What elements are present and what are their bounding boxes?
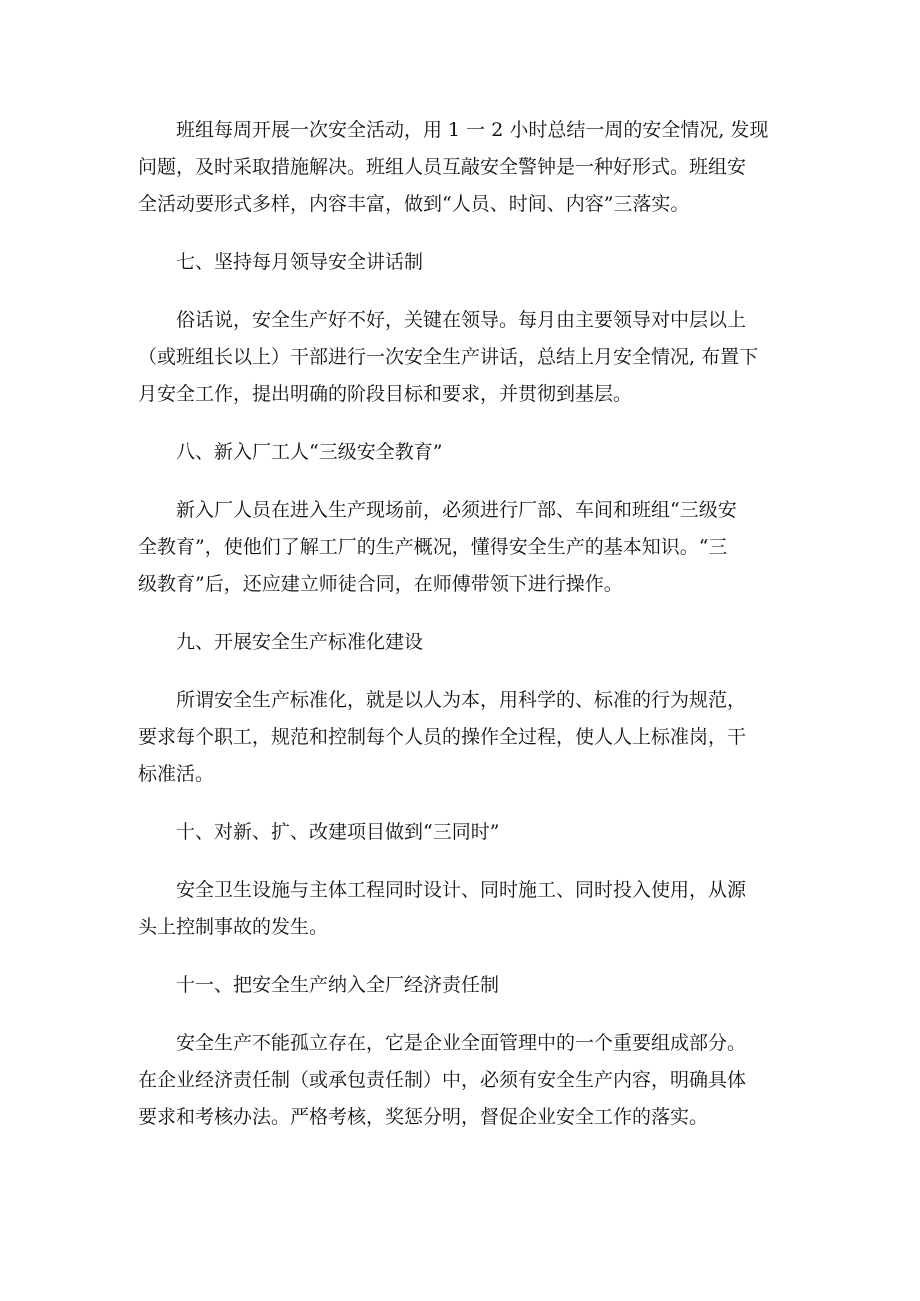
heading-section-11: 十一、把安全生产纳入全厂经济责任制 [176, 974, 500, 996]
paragraph-economic-responsibility: 安全生产不能孤立存在，它是企业全面管理中的一个重要组成部分。 在企业经济责任制（或承包责任制）中，必须有安全生产内容，明确具体 要求和考核办法。严格考核，奖惩分明，督促企业安全工作的落实。 [138, 1032, 747, 1128]
heading-section-10: 十、对新、扩、改建项目做到“三同时” [176, 821, 500, 843]
document-body [138, 112, 798, 1157]
heading-section-9: 九、开展安全生产标准化建设 [176, 631, 424, 653]
paragraph-standardization: 所谓安全生产标准化，就是以人为本，用科学的、标准的行为规范， 要求每个职工，规范和控制每个人员的操作全过程，使人人上标准岗，干 标准活。 [138, 689, 747, 785]
paragraph-team-safety-activity: 班组每周开展一次安全活动，用 1 一 2 小时总结一周的安全情况, 发现 问题，及时采取措施解决。班组人员互敲安全警钟是一种好形式。班组安 全活动要形式多样，内容丰富，做到“人员、时间、内容”三落实。 [138, 119, 769, 215]
paragraph-leadership-safety-talk: 俗话说，安全生产好不好，关键在领导。每月由主要领导对中层以上 （或班组长以上）干部进行一次安全生产讲话，总结上月安全情况, 布置下 月安全工作，提出明确的阶段目标和要求，并贯彻到基层。 [138, 309, 759, 405]
heading-section-8: 八、新入厂工人“三级安全教育” [176, 441, 443, 463]
paragraph-three-simultaneous: 安全卫生设施与主体工程同时设计、同时施工、同时投入使用，从源 头上控制事故的发生。 [138, 879, 747, 938]
paragraph-three-level-education: 新入厂人员在进入生产现场前，必须进行厂部、车间和班组“三级安 全教育”，使他们了解工厂的生产概况，懂得安全生产的基本知识。“三 级教育”后，还应建立师徒合同，在师傅带领下进行操作。 [138, 499, 737, 595]
heading-section-7: 七、坚持每月领导安全讲话制 [176, 251, 424, 273]
